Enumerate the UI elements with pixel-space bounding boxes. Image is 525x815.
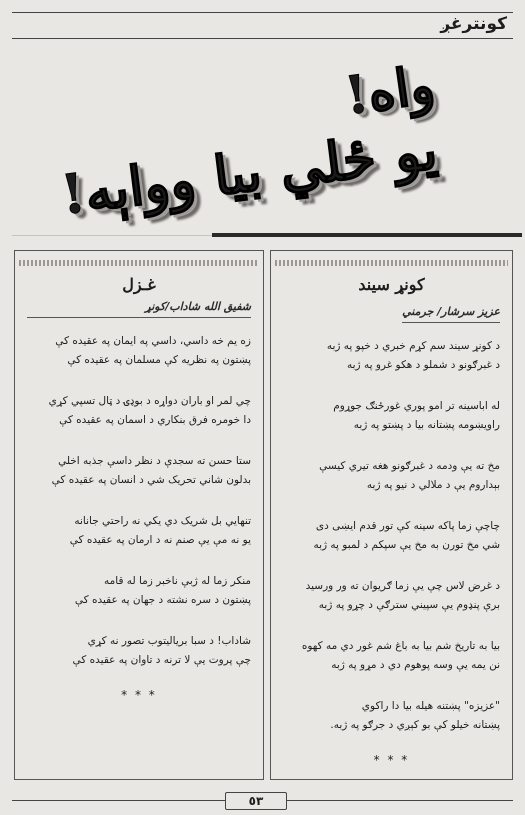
verse-line: چې پروت یې لا ترنه د تاوان په عقیده کې [72, 654, 251, 666]
header-rule-top [12, 12, 513, 13]
end-ornament: * * * [373, 753, 410, 767]
stanza [283, 697, 500, 735]
verse-line: یو نه مې یې صنم نه د ارمان په عقیده کې [69, 534, 251, 546]
verse-line: زه یم خه داسي، داسي په ایمان په عقیده کې [55, 335, 251, 347]
verse-line: بیا به تاریخ شم بیا به باغ شم غور دي مه کهوه [301, 640, 500, 652]
verse-line: د غبرګونو د شملو د هکو غرو په ژبه [346, 359, 500, 371]
verse-line: پښتون د سره نشته د جهان په عقیده کې [74, 594, 251, 606]
verse-line: پښتانه خیلو کې بو کېږي د جرګو په ژبه. [330, 719, 500, 731]
poem-title: غـزل [122, 275, 156, 294]
headline-line-1: واه! [341, 54, 439, 127]
magazine-title: کونترغږ [440, 14, 507, 34]
end-ornament: * * * [121, 688, 157, 702]
headline-divider [12, 230, 513, 240]
verse-line: مخ ته یې ودمه د غبرګونو هغه تیري کیسې [319, 460, 500, 472]
verse-line: بېداروم یې د ملالي د نیو په ژبه [366, 479, 500, 491]
verse-line: پښتون په نظریه کې مسلمان په عقیده کې [67, 354, 251, 366]
divider-bar [212, 233, 522, 237]
verse-line: "عزیزه" پښتنه هیله بیا دا راکوي [361, 700, 500, 712]
verse-line: شي مخ تورن به مخ یې سپکم د لمبو په ژبه [313, 539, 500, 551]
verse-line: دا خومره فرق بنکاري د اسمان په عقیده کې [59, 414, 251, 426]
verse-line: چي لمر او باران دواړه د بوډۍ د ټال تسپي کړي [48, 395, 251, 407]
column-top-ornament [19, 255, 259, 271]
verse-line: بدلون شاني تحریک شي د انسان په عقیده کې [51, 474, 251, 486]
verse-line: شاداب! د سبا بریالیتوب تصور نه کړي [87, 635, 251, 647]
stanza [27, 632, 251, 670]
poem-author: عزیز سرشار/ جرمني [402, 305, 500, 323]
verse-line: برې پنډوم یې سپیني سترګې د چړو په ژبه [318, 599, 500, 611]
verse-line: د غرض لاس چې یې زما ګریوان ته ور ورسید [305, 580, 500, 592]
verse-line: منکر زما له ژبې ناخبر زما له قامه [104, 575, 251, 587]
verse-line: راویښومه پښتانه بیا د پښتو په ژبه [353, 419, 500, 431]
verse-line: له اباسینه تر امو پوري غورځنګ جوړوم [333, 400, 500, 412]
stanza [283, 577, 500, 615]
stanza [27, 332, 251, 370]
poem-column-right [270, 250, 513, 780]
page-number: ٥٣ [225, 792, 287, 810]
stanza [283, 397, 500, 435]
poem-body [27, 332, 251, 670]
poem-column-left [14, 250, 264, 780]
stanza [27, 392, 251, 430]
stanza [283, 457, 500, 495]
verse-line: چاچې زما پاکه سینه کې تور قدم ایښی دی [315, 520, 500, 532]
column-top-ornament [275, 255, 508, 271]
stanza [27, 512, 251, 550]
stanza [27, 452, 251, 490]
verse-line: تنهایي بل شریک دي یکي نه راحتي جانانه [74, 515, 251, 527]
headline-line-2: یو ځلي بیا وواېه! [57, 117, 441, 227]
stanza [283, 637, 500, 675]
poem-title: کونړ سیند [358, 275, 425, 294]
stanza [283, 517, 500, 555]
verse-line: نن یمه یې وسه پوهوم دي د مړو په ژبه [331, 659, 500, 671]
poem-body [283, 337, 500, 735]
poem-author: شفیق الله شاداب/کونړ [27, 300, 251, 318]
verse-line: د کونړ سیند سم کړم خبري د خپو په ژبه [326, 340, 500, 352]
stanza [283, 337, 500, 375]
header-rule-bottom [12, 38, 513, 39]
stanza [27, 572, 251, 610]
verse-line: ستا حسن ته سجدې د نظر داسې جذبه اخلي [58, 455, 251, 467]
